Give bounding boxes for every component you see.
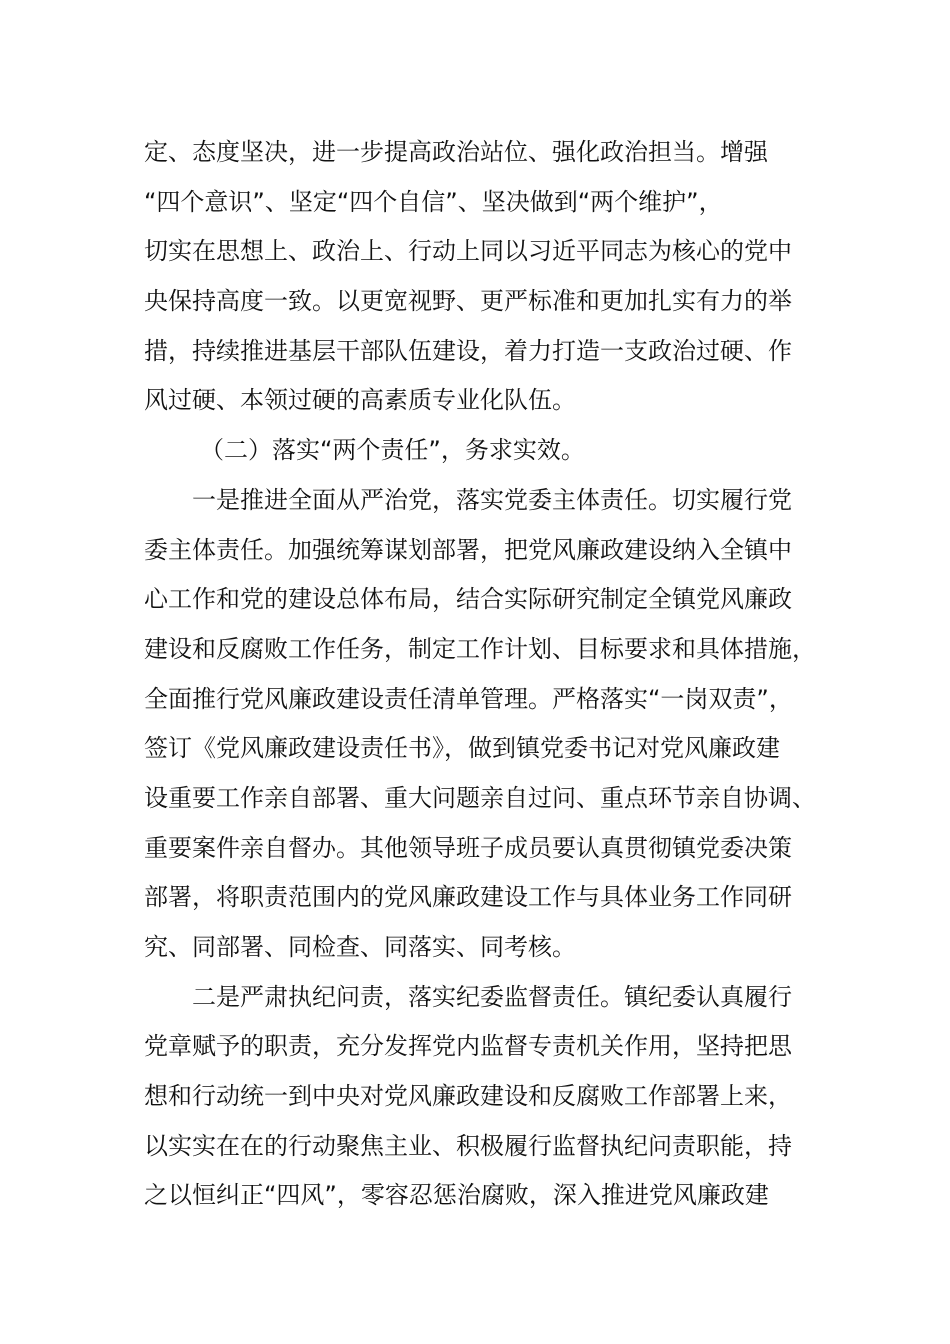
text-line: 措，持续推进基层干部队伍建设，着力打造一支政治过硬、作 [144, 336, 792, 365]
text-line: 央保持高度一致。以更宽视野、更严标准和更加扎实有力的举 [144, 287, 792, 316]
section-heading: （二）落实“两个责任”，务求实效。 [200, 436, 585, 465]
text-line: 建设和反腐败工作任务，制定工作计划、目标要求和具体措施， [144, 634, 816, 663]
text-line: 委主体责任。加强统筹谋划部署，把党风廉政建设纳入全镇中 [144, 535, 792, 564]
body-text [144, 128, 824, 1221]
paragraph-start-line: 二是严肃执纪问责，落实纪委监督责任。镇纪委认真履行 [192, 982, 792, 1011]
text-line: 切实在思想上、政治上、行动上同以习近平同志为核心的党中 [144, 237, 792, 266]
paragraph-start-line: 一是推进全面从严治党，落实党委主体责任。切实履行党 [192, 485, 792, 514]
text-line: 定、态度坚决，进一步提高政治站位、强化政治担当。增强 [144, 138, 768, 166]
text-line: 重要案件亲自督办。其他领导班子成员要认真贯彻镇党委决策 [144, 833, 792, 862]
text-line: 党章赋予的职责，充分发挥党内监督专责机关作用，坚持把思 [144, 1032, 792, 1061]
text-line: 部署，将职责范围内的党风廉政建设工作与具体业务工作同研 [144, 883, 792, 912]
text-line: 想和行动统一到中央对党风廉政建设和反腐败工作部署上来， [144, 1082, 792, 1111]
text-line: 心工作和党的建设总体布局，结合实际研究制定全镇党风廉政 [144, 585, 792, 614]
text-line: 之以恒纠正“四风”，零容忍惩治腐败，深入推进党风廉政建 [144, 1181, 769, 1210]
text-line: 风过硬、本领过硬的高素质专业化队伍。 [144, 386, 576, 415]
text-line: 以实实在在的行动聚焦主业、积极履行监督执纪问责职能，持 [144, 1131, 792, 1160]
text-line: 设重要工作亲自部署、重大问题亲自过问、重点环节亲自协调、 [144, 783, 816, 812]
text-line: “四个意识”、坚定“四个自信”、坚决做到“两个维护”， [144, 187, 723, 216]
text-line: 签订《党风廉政建设责任书》，做到镇党委书记对党风廉政建 [144, 734, 780, 763]
text-line: 究、同部署、同检查、同落实、同考核。 [144, 933, 576, 961]
text-line: 全面推行党风廉政建设责任清单管理。严格落实“一岗双责”， [144, 684, 793, 713]
